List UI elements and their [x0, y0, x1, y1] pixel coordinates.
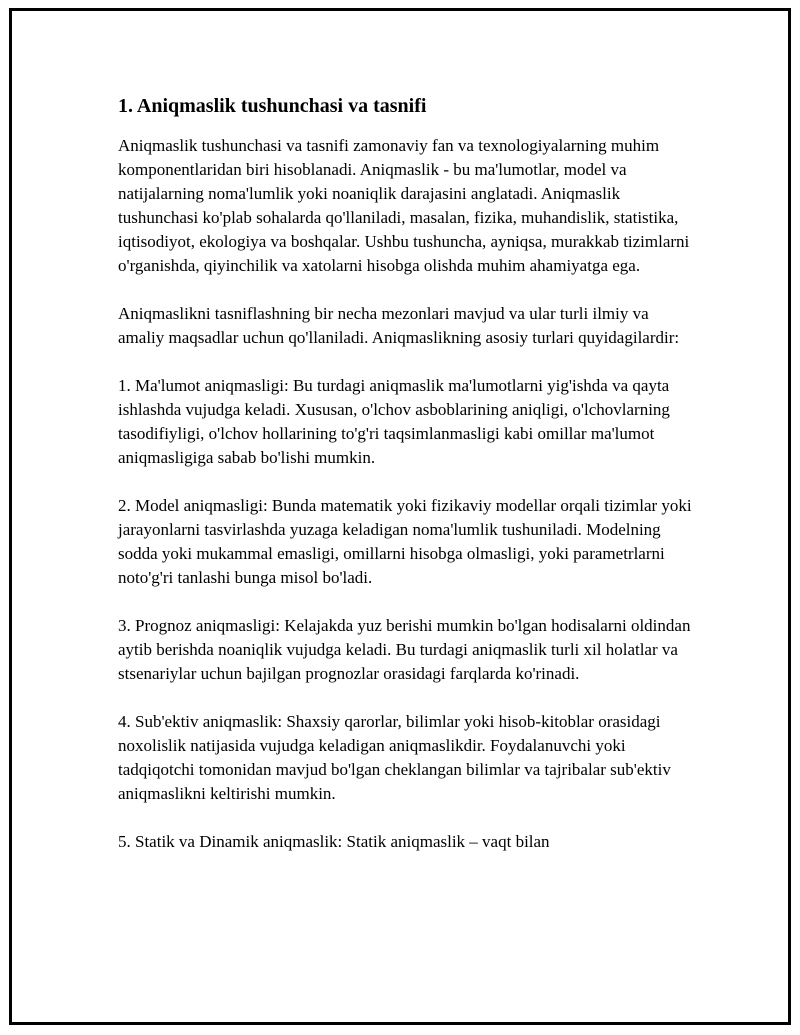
- paragraph-item-1: 1. Ma'lumot aniqmasligi: Bu turdagi aniqmaslik ma'lumotlarni yig'ishda va qayta ishlashda vujudga keladi. Xususan, o'lchov asboblarining aniqligi, o'lchovlarning tasodifiyligi, o'lchov hollarining to'g'ri taqsimlanmasligi kabi omillar ma'lumot aniqmasligiga sabab bo'lishi mumkin.: [118, 376, 670, 467]
- paragraph-item-4: 4. Sub'ektiv aniqmaslik: Shaxsiy qarorlar, bilimlar yoki hisob-kitoblar orasidagi noxolislik natijasida vujudga keladigan aniqmaslikdir. Foydalanuvchi yoki tadqiqotchi tomonidan mavjud bo'lgan cheklangan bilimlar va tajribalar sub'ektiv aniqmaslikni keltirishi mumkin.: [118, 712, 671, 803]
- section-heading: 1. Aniqmaslik tushunchasi va tasnifi: [118, 95, 427, 117]
- paragraph-intro: Aniqmaslik tushunchasi va tasnifi zamonaviy fan va texnologiyalarning muhim komponentlaridan biri hisoblanadi. Aniqmaslik - bu ma'lumotlar, model va natijalarning noma'lumlik yoki noaniqlik darajasini anglatadi. Aniqmaslik tushunchasi ko'plab sohalarda qo'llaniladi, masalan, fizika, muhandislik, statistika, iqtisodiyot, ekologiya va boshqalar. Ushbu tushuncha, ayniqsa, murakkab tizimlarni o'rganishda, qiyinchilik va xatolarni hisobga olishda muhim ahamiyatga ega.: [118, 136, 690, 275]
- document-body: [118, 92, 698, 878]
- paragraph-item-2: 2. Model aniqmasligi: Bunda matematik yoki fizikaviy modellar orqali tizimlar yoki jarayonlarni tasvirlashda yuzaga keladigan noma'lumlik tushuniladi. Modelning sodda yoki mukammal emasligi, omillarni hisobga olmasligi, yoki parametrlarni noto'g'ri tanlashi bunga misol bo'ladi.: [118, 496, 692, 587]
- paragraph-classification: Aniqmaslikni tasniflashning bir necha mezonlari mavjud va ular turli ilmiy va amaliy maqsadlar uchun qo'llaniladi. Aniqmaslikning asosiy turlari quyidagilardir:: [118, 304, 680, 347]
- paragraph-item-3: 3. Prognoz aniqmasligi: Kelajakda yuz berishi mumkin bo'lgan hodisalarni oldindan aytib berishda noaniqlik vujudga keladi. Bu turdagi aniqmaslik turli xil holatlar va stsenariylar uchun bajilgan prognozlar orasidagi farqlarda ko'rinadi.: [118, 616, 691, 683]
- paragraph-item-5: 5. Statik va Dinamik aniqmaslik: Statik aniqmaslik – vaqt bilan: [118, 832, 550, 851]
